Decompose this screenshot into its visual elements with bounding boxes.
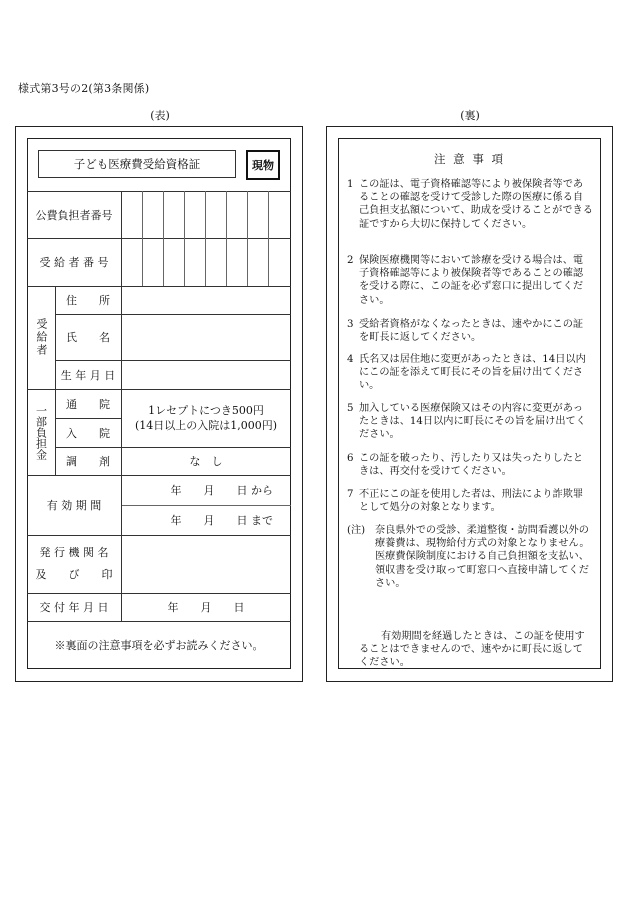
validity-from: 年 月 日 から (170, 484, 273, 497)
note-item: 7 不正にこの証を使用した者は、刑法により詐欺罪として処分の対象となります。 (347, 489, 584, 514)
back-side-label: (裏) (460, 109, 480, 122)
recipient-number-label: 受 給 者 番 号 (39, 256, 109, 269)
validity-label: 有 効 期 間 (46, 499, 102, 512)
copay-group-label: 一部負担金 (34, 404, 48, 460)
copay-amount-line2: (14日以上の入院は1,000円) (134, 419, 278, 432)
issuer-label-line2: 及 び 印 (35, 568, 113, 581)
note-item: 2 保険医療機関等において診療を受ける場合は、電子資格確認等により被保険者等であることの確認を受ける際に、この証を必ず窓口に提出してください。 (347, 255, 584, 306)
front-side-label: (表) (150, 109, 170, 122)
closing-note: 有効期間を経過したときは、この証を使用することはできませんので、速やかに町長に返してください。 (359, 631, 585, 669)
note-item: 5 加入している医療保険又はその内容に変更があったときは、14日以内に町長にその旨を届け出てください。 (347, 403, 586, 441)
footer-note: ※裏面の注意事項を必ずお読みください。 (54, 639, 264, 652)
issuer-label-line1: 発 行 機 関 名 (39, 546, 109, 559)
card-title: 子ども医療費受給資格証 (38, 150, 236, 178)
note-item: 6 この証を破ったり、汚したり又は失ったりしたときは、再交付を受けてください。 (347, 453, 584, 478)
name-label: 氏 名 (66, 331, 110, 344)
pharmacy-label: 調 剤 (66, 455, 110, 468)
validity-to: 年 月 日 まで (170, 514, 273, 527)
issue-date-label: 交 付 年 月 日 (39, 601, 109, 614)
caution-label: (注) (347, 525, 366, 536)
pharmacy-value: な し (189, 455, 223, 468)
note-item: 3 受給者資格がなくなったときは、速やかにこの証を町長に返してください。 (347, 319, 584, 344)
birthdate-label: 生 年 月 日 (60, 368, 116, 382)
caution-paragraph-1: 奈良県外での受診、柔道整復・訪問看護以外の療養費は、現物給付方式の対象となりません。 (375, 525, 590, 550)
caution-note (347, 524, 593, 590)
inpatient-label: 入 院 (66, 426, 110, 440)
genbutsu-stamp: 現物 (246, 150, 280, 180)
copay-amount-line1: 1レセプトにつき500円 (148, 404, 264, 417)
note-item: 1 この証は、電子資格確認等により被保険者等であることの確認を受けて受診した際の医療に係る自己負担支払額について、助成を受けることができる証ですから大切に保持してください。 (347, 179, 593, 230)
issue-date-value: 年 月 日 (167, 601, 245, 614)
notes-title: 注 意 事 項 (434, 152, 505, 166)
note-item: 4 氏名又は居住地に変更があったときは、14日以内にこの証を添えて町長にその旨を届け出てください。 (347, 354, 586, 392)
public-payer-number-label: 公費負担者番号 (35, 208, 113, 222)
address-label: 住 所 (66, 294, 110, 307)
caution-paragraph-2: 医療費保険制度における自己負担額を支払い、領収書を受け取って町窓口へ直接申請してください。 (375, 551, 589, 589)
issuer-label (27, 535, 121, 593)
copay-amount (121, 389, 291, 447)
outpatient-label: 通 院 (66, 397, 110, 411)
form-number: 様式第3号の2(第3条関係) (18, 82, 150, 95)
recipient-group-label: 受給者 (35, 318, 48, 357)
